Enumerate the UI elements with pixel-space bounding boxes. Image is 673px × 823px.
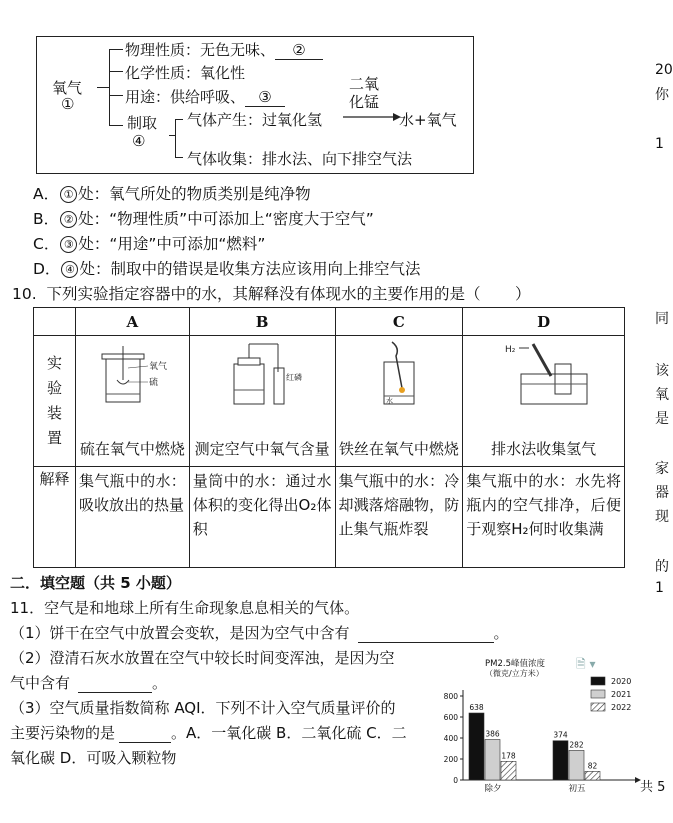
mindmap-chemical: 化学性质：氧化性 xyxy=(125,64,246,82)
y-tick-label: 800 xyxy=(443,692,458,701)
chart-ylabel: （微克/立方米） xyxy=(485,669,544,678)
edge-text: 共 5 xyxy=(640,780,666,795)
legend-label: 2022 xyxy=(611,703,632,712)
header-d: D xyxy=(463,308,625,336)
mindmap-physical: 物理性质：无色无味、 xyxy=(125,41,276,59)
data-label: 82 xyxy=(587,761,598,771)
data-label: 374 xyxy=(553,730,568,740)
option-d: D． ④ 处：制取中的错误是收集方法应该用向上排空气法 xyxy=(33,260,421,278)
mindmap-root-marker: ① xyxy=(61,95,75,113)
q10-stem: 10. 下列实验指定容器中的水，其解释没有体现水的主要作用的是（ ） xyxy=(12,285,531,303)
bar xyxy=(469,713,484,780)
caption-d: 排水法收集氢气 xyxy=(491,440,597,458)
option-c: C． ③ 处：“用途”中可添加“燃料” xyxy=(33,235,266,253)
mindmap-physical-marker: ② xyxy=(275,41,323,60)
apparatus-d xyxy=(463,336,625,467)
svg-text:红磷: 红磷 xyxy=(285,373,302,382)
bar xyxy=(553,741,568,780)
bar xyxy=(501,761,516,780)
header-c: C xyxy=(335,308,463,336)
y-tick-label: 400 xyxy=(443,734,458,743)
svg-text:硫: 硫 xyxy=(148,378,158,388)
oxygen-content-diagram-icon xyxy=(228,342,308,408)
mindmap-usage-marker: ③ xyxy=(245,88,285,107)
mindmap-gas-generation: 气体产生：过氧化氢 xyxy=(187,111,323,129)
header-a: A xyxy=(75,308,189,336)
explanation-d: 集气瓶中的水：水先将瓶内的空气排净，后便于观察H₂何时收集满 xyxy=(463,467,625,568)
q11-part3a: （3）空气质量指数简称 AQI．下列不计入空气质量评价的 xyxy=(10,699,396,717)
y-tick-label: 200 xyxy=(443,755,458,764)
chart-title: PM2.5峰值浓度 xyxy=(485,659,545,669)
q11-part2a: （2）澄清石灰水放置在空气中较长时间变浑浊，是因为空 xyxy=(10,649,395,667)
hydrogen-collection-diagram-icon xyxy=(501,342,591,408)
mindmap-catalyst-top: 二氧 xyxy=(349,75,380,93)
apparatus-b xyxy=(189,336,335,467)
edge-text: 20 xyxy=(655,62,673,78)
edge-text: 家 xyxy=(655,461,669,477)
q11-part1: （1）饼干在空气中放置会变软，是因为空气中含有 。 xyxy=(10,624,509,642)
edge-text: 该 xyxy=(655,363,669,379)
legend-label: 2021 xyxy=(611,690,632,699)
x-tick-label: 初五 xyxy=(568,784,586,794)
bar xyxy=(485,739,500,780)
data-label: 282 xyxy=(569,740,584,750)
caption-c: 铁丝在氧气中燃烧 xyxy=(338,440,459,458)
caption-b: 测定空气中氧气含量 xyxy=(194,440,330,458)
q11-part3b: 主要污染物的是 。A．一氧化碳 B．二氧化硫 C．二 xyxy=(10,724,407,742)
mindmap-usage: 用途：供给呼吸、 xyxy=(125,88,246,106)
q11-part3c: 氧化碳 D．可吸入颗粒物 xyxy=(10,749,177,767)
q11-stem: 11．空气是和地球上所有生命现象息息相关的气体。 xyxy=(10,599,360,617)
edge-text: 的 xyxy=(655,559,669,575)
x-tick-label: 除夕 xyxy=(484,784,502,794)
edge-text: 1 xyxy=(655,580,664,596)
mindmap-products: 水+氧气 xyxy=(399,111,457,129)
edge-text: 氧 xyxy=(655,387,669,403)
explanation-b: 量筒中的水：通过水体积的变化得出O₂体积 xyxy=(189,467,335,568)
data-label: 638 xyxy=(469,703,484,713)
explanation-a: 集气瓶中的水：吸收放出的热量 xyxy=(75,467,189,568)
edge-text: 你 xyxy=(655,87,669,103)
explanation-c: 集气瓶中的水：冷却溅落熔融物，防止集气瓶炸裂 xyxy=(335,467,463,568)
bar xyxy=(585,771,600,780)
legend-swatch xyxy=(591,677,605,685)
y-tick-label: 0 xyxy=(453,776,458,785)
document-icon[interactable]: 🗎 ▾ xyxy=(576,657,596,671)
mindmap-prep-marker: ④ xyxy=(132,132,146,150)
y-tick-label: 600 xyxy=(443,713,458,722)
svg-text:水: 水 xyxy=(385,397,393,405)
legend-swatch xyxy=(591,703,605,711)
data-label: 178 xyxy=(501,751,516,761)
edge-text: 器 xyxy=(655,485,669,501)
row-label-apparatus: 实验装置 xyxy=(34,336,76,467)
option-b: B． ② 处：“物理性质”中可添加上“密度大于空气” xyxy=(33,210,374,228)
option-a: A． ① 处：氧气所处的物质类别是纯净物 xyxy=(33,185,311,203)
oxygen-mindmap xyxy=(36,36,474,174)
data-label: 386 xyxy=(485,729,500,739)
sulfur-combustion-diagram-icon xyxy=(98,344,178,406)
legend-swatch xyxy=(591,690,605,698)
header-b: B xyxy=(189,308,335,336)
svg-text:氧气: 氧气 xyxy=(148,362,167,372)
mindmap-root: 氧气 xyxy=(52,79,83,97)
mindmap-gas-collection: 气体收集：排水法、向下排空气法 xyxy=(187,150,413,168)
section-heading: 二．填空题（共 5 小题） xyxy=(10,574,181,592)
edge-text: 现 xyxy=(655,509,669,525)
edge-text: 同 xyxy=(655,311,669,327)
svg-text:H₂: H₂ xyxy=(505,345,516,355)
row-label-explanation: 解释 xyxy=(34,467,76,568)
apparatus-c xyxy=(335,336,463,467)
experiment-table xyxy=(33,307,625,568)
mindmap-prep: 制取 xyxy=(127,114,158,132)
pm25-bar-chart xyxy=(435,652,645,794)
edge-text: 是 xyxy=(655,411,669,427)
reaction-arrow-icon xyxy=(343,111,401,123)
edge-text: 1 xyxy=(655,136,664,152)
bar xyxy=(569,750,584,780)
caption-a: 硫在氧气中燃烧 xyxy=(79,440,185,458)
mindmap-catalyst-bottom: 化锰 xyxy=(349,93,380,111)
legend-label: 2020 xyxy=(611,677,632,686)
apparatus-a xyxy=(75,336,189,467)
q11-part2b: 气中含有 。 xyxy=(10,674,168,692)
iron-wire-combustion-diagram-icon xyxy=(378,340,428,408)
